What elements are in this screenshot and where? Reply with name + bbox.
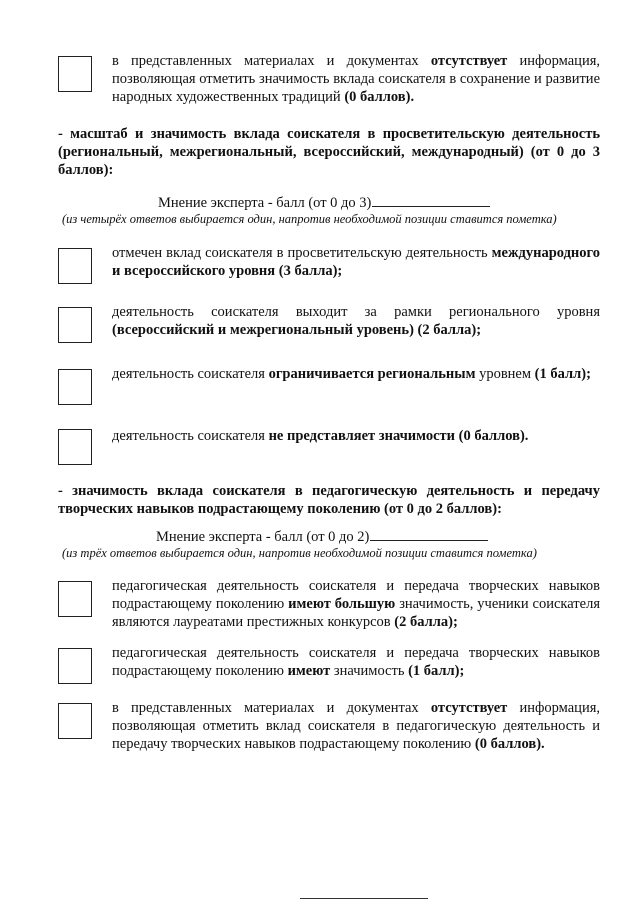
score-blank[interactable] xyxy=(370,528,488,541)
checkbox[interactable] xyxy=(58,648,92,684)
option-item xyxy=(58,425,600,465)
expert-opinion-line: Мнение эксперта - балл (от 0 до 2) xyxy=(156,528,488,546)
checkbox[interactable] xyxy=(58,307,92,343)
expert-opinion-line: Мнение эксперта - балл (от 0 до 3) xyxy=(158,194,490,212)
option-item xyxy=(58,52,600,106)
option-text: педагогическая деятельность соискателя и передача творческих навыков подрастающему поколению имеют большую значимость, ученики соискателя являются лауреатами престижных конкурсов (2 балла); xyxy=(112,578,600,630)
option-text: педагогическая деятельность соискателя и передача творческих навыков подрастающему поколению имеют значимость (1 балл); xyxy=(112,645,600,679)
option-item xyxy=(58,365,600,405)
checkbox[interactable] xyxy=(58,703,92,739)
option-text: деятельность соискателя выходит за рамки регионального уровня (всероссийский и межрегиональный уровень) (2 балла); xyxy=(112,304,600,338)
option-item xyxy=(58,303,600,343)
checkbox[interactable] xyxy=(58,581,92,617)
option-text: отмечен вклад соискателя в просветительскую деятельность международного и всероссийского уровня (3 балла); xyxy=(112,245,600,279)
checkbox[interactable] xyxy=(58,369,92,405)
checkbox[interactable] xyxy=(58,248,92,284)
option-item xyxy=(58,577,600,631)
page-edge-line xyxy=(300,898,428,899)
option-text: в представленных материалах и документах отсутствует информация, позволяющая отметить значимость вклада соискателя в сохранение и развитие народных художественных традиций (0 баллов). xyxy=(112,53,600,105)
option-text: деятельность соискателя не представляет значимости (0 баллов). xyxy=(112,428,529,444)
option-item xyxy=(58,644,600,684)
section-heading-pedagogy: - значимость вклада соискателя в педагогическую деятельность и передачу творческих навыков подрастающему поколению (от 0 до 2 баллов): xyxy=(58,483,600,517)
selection-note: (из трёх ответов выбирается один, напротив необходимой позиции ставится пометка) xyxy=(62,546,537,560)
option-item xyxy=(58,244,600,284)
option-item xyxy=(58,699,600,753)
option-text: в представленных материалах и документах отсутствует информация, позволяющая отметить вклад соискателя в педагогическую деятельность и передачу творческих навыков подрастающему поколению (0 баллов). xyxy=(112,700,600,752)
checkbox[interactable] xyxy=(58,429,92,465)
score-blank[interactable] xyxy=(372,194,490,207)
option-text: деятельность соискателя ограничивается региональным уровнем (1 балл); xyxy=(112,366,591,382)
section-heading-outreach: - масштаб и значимость вклада соискателя в просветительскую деятельность (региональный, межрегиональный, всероссийский, международный) (от 0 до 3 баллов): xyxy=(58,126,600,178)
selection-note: (из четырёх ответов выбирается один, напротив необходимой позиции ставится пометка) xyxy=(62,212,557,226)
checkbox[interactable] xyxy=(58,56,92,92)
